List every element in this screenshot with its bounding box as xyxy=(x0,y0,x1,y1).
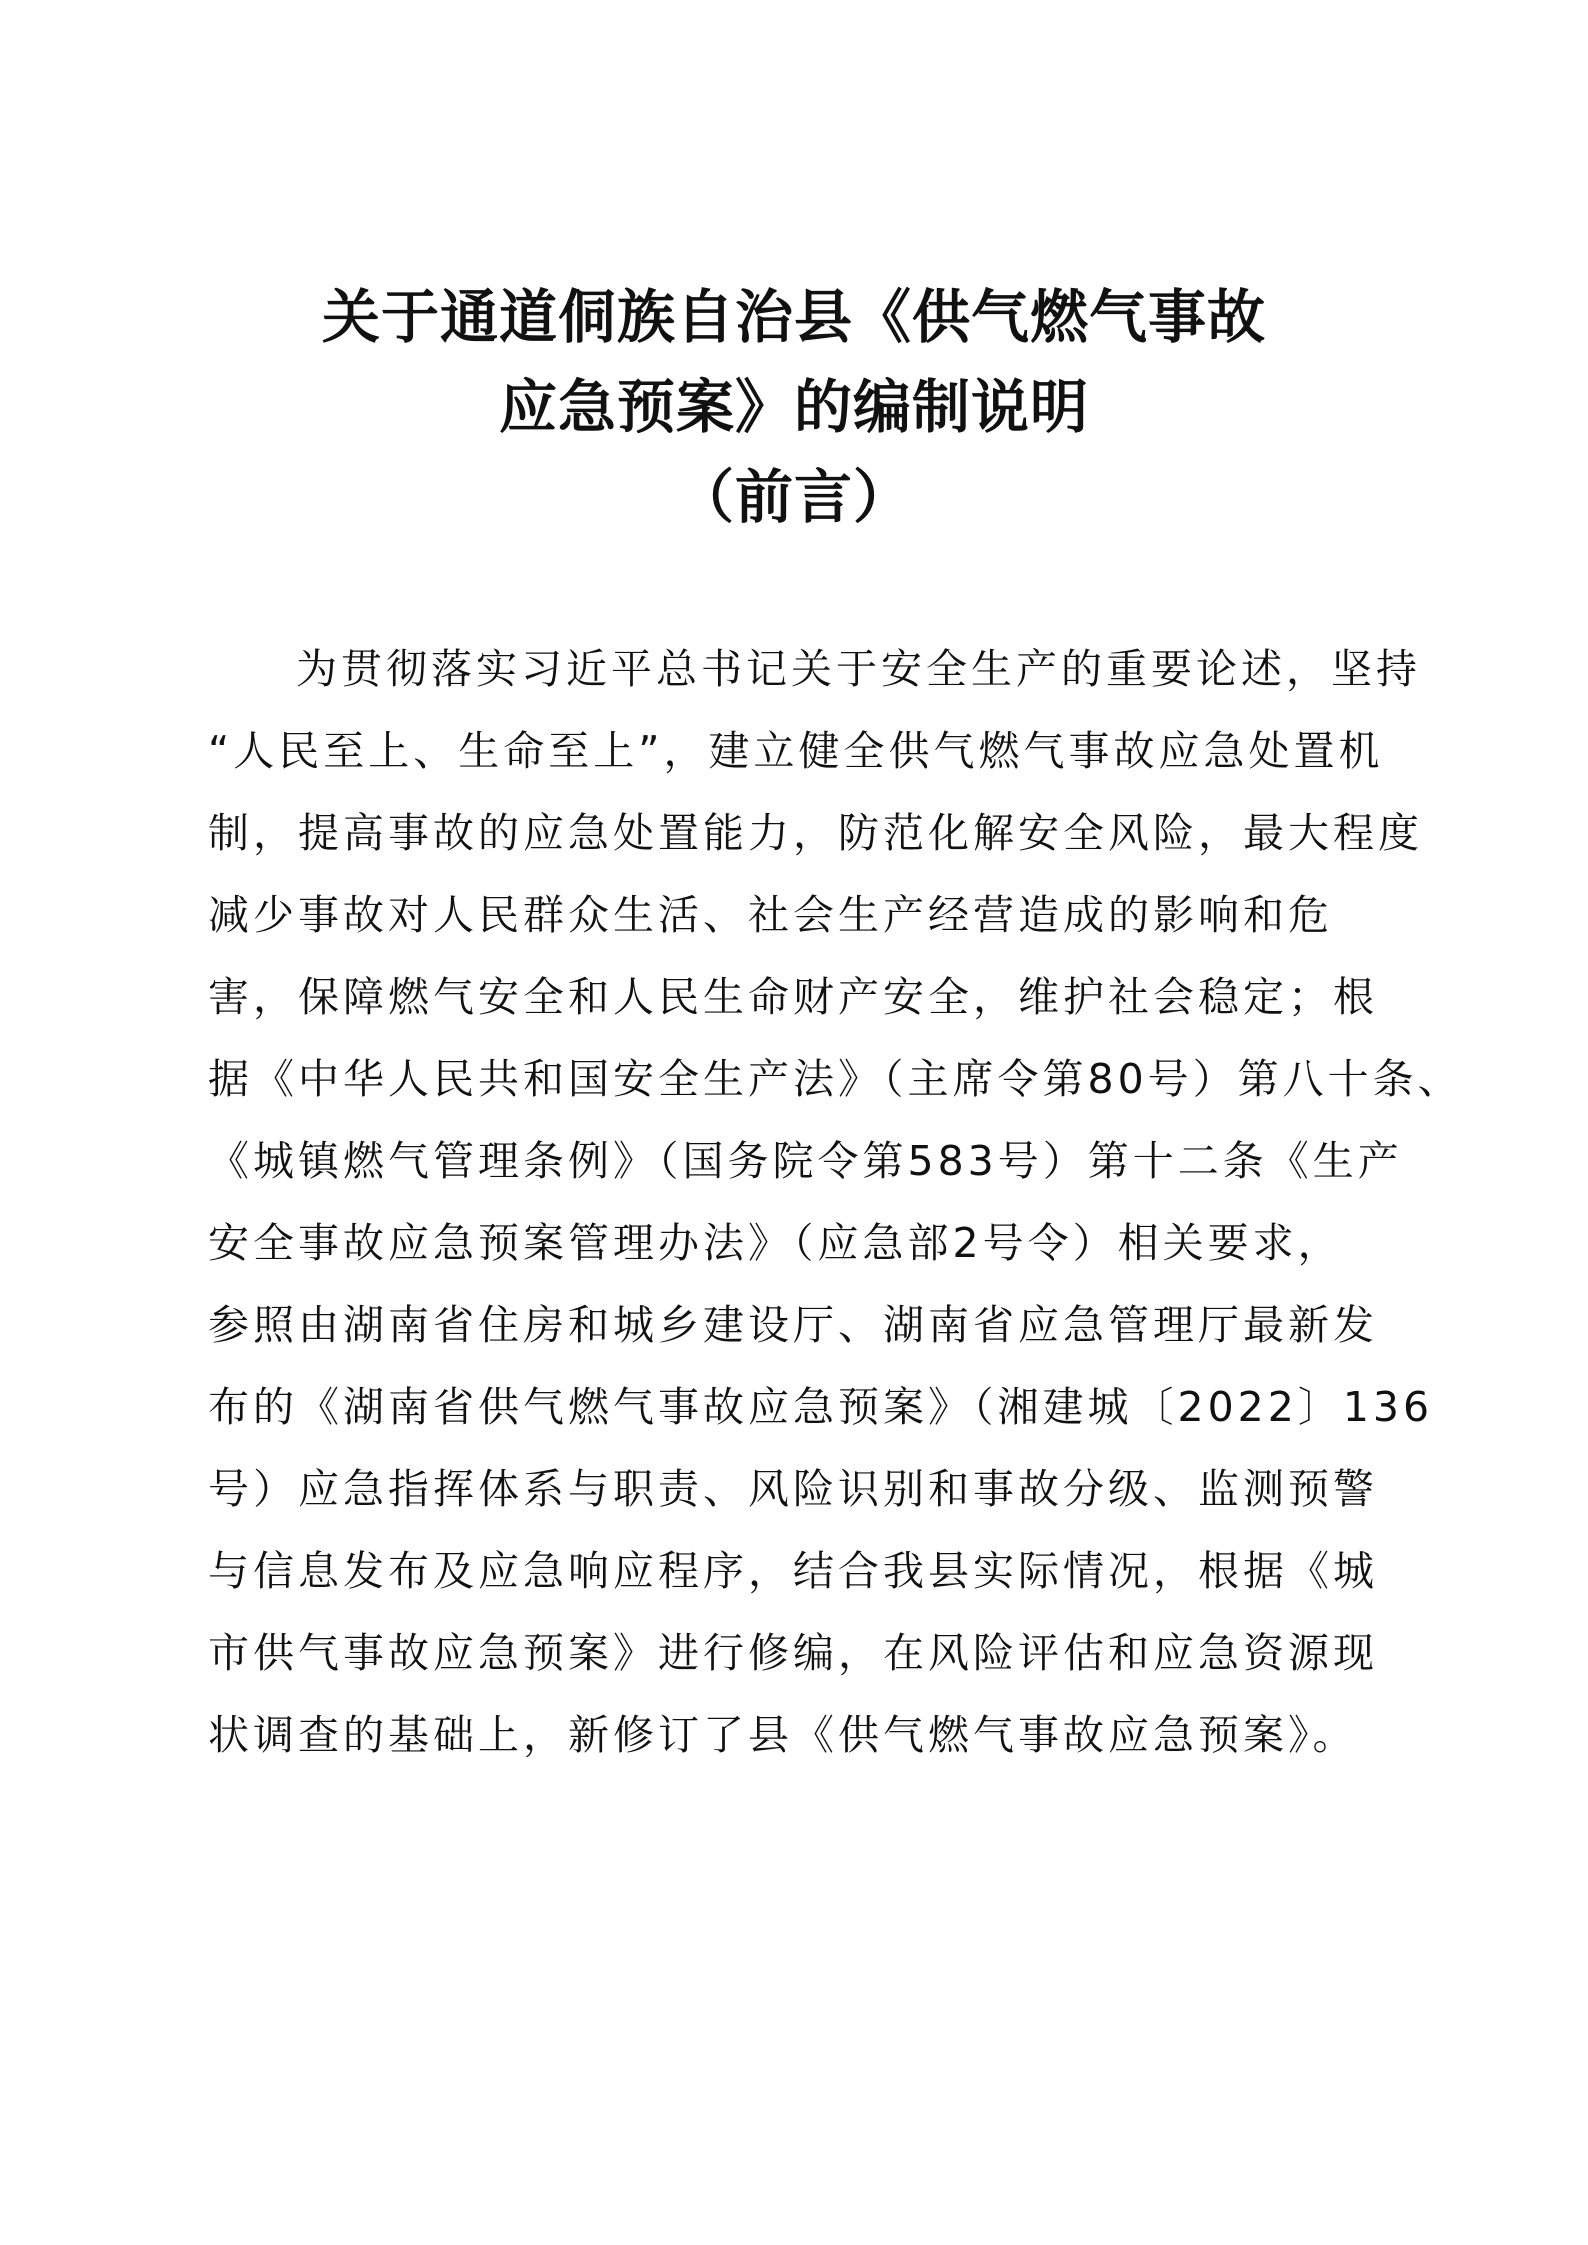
body-line: 安全事故应急预案管理办法》（应急部2号令）相关要求， xyxy=(208,1219,1343,1267)
body-line: 布的《湖南省供气燃气事故应急预案》（湘建城〔2022〕136 xyxy=(208,1383,1434,1431)
body-line: 状调查的基础上，新修订了县《供气燃气事故应急预案》。 xyxy=(208,1711,1358,1759)
body-line: 制，提高事故的应急处置能力，防范化解安全风险，最大程度 xyxy=(208,809,1423,857)
body-line: 参照由湖南省住房和城乡建设厅、湖南省应急管理厅最新发 xyxy=(208,1301,1378,1349)
body-line: 为贯彻落实习近平总书记关于安全生产的重要论述，坚持 xyxy=(296,645,1421,693)
body-line: 害，保障燃气安全和人民生命财产安全，维护社会稳定；根 xyxy=(208,973,1378,1021)
body-line: 据《中华人民共和国安全生产法》（主席令第80号）第八十条、 xyxy=(208,1055,1463,1103)
body-line: 《城镇燃气管理条例》（国务院令第583号）第十二条《生产 xyxy=(208,1137,1403,1185)
title-line-1: 关于通道侗族自治县《供气燃气事故 xyxy=(321,283,1266,351)
body-line: “人民至上、生命至上”，建立健全供气燃气事故应急处置机 xyxy=(208,727,1384,775)
document-body xyxy=(208,628,1463,1776)
body-line: 与信息发布及应急响应程序，结合我县实际情况，根据《城 xyxy=(208,1547,1378,1595)
document-title xyxy=(0,272,1588,542)
body-line: 市供气事故应急预案》进行修编，在风险评估和应急资源现 xyxy=(208,1629,1378,1677)
body-line: 减少事故对人民群众生活、社会生产经营造成的影响和危 xyxy=(208,891,1333,939)
title-line-2: 应急预案》的编制说明 xyxy=(498,373,1089,441)
body-line: 号）应急指挥体系与职责、风险识别和事故分级、监测预警 xyxy=(208,1465,1378,1513)
title-line-3: （前言） xyxy=(675,463,912,531)
